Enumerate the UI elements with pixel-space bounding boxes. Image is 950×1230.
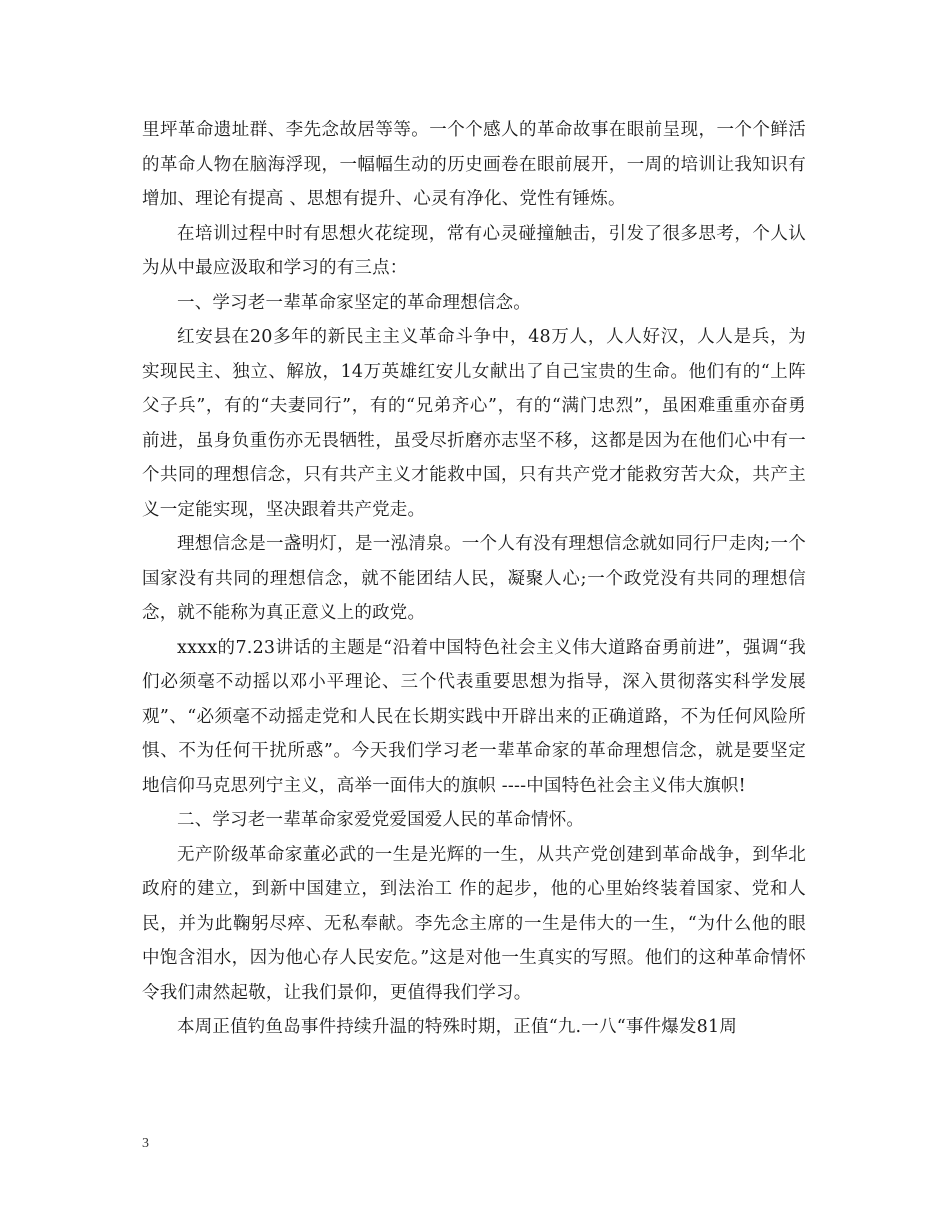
paragraph: xxxx的7.23讲话的主题是“沿着中国特色社会主义伟大道路奋勇前进”，强调“我们必须毫不动摇以邓小平理论、三个代表重要思想为指导，深入贯彻落实科学发展观”、“必须毫不动摇走党和人民在长期实践中开辟出来的正确道路，不为任何风险所惧、不为任何干扰所惑”。今天我们学习老一辈革命家的革命理想信念，就是要坚定地信仰马克思列宁主义，高举一面伟大的旗帜 ----中国特色社会主义伟大旗帜! [142,637,806,796]
paragraph: 本周正值钓鱼岛事件持续升温的特殊时期，正值“九.一八“事件爆发81周 [177,1017,738,1037]
paragraph: 在培训过程中时有思想火花绽现，常有心灵碰撞触击，引发了很多思考，个人认为从中最应汲取和学习的有三点： [142,223,806,278]
document-body [142,113,806,1045]
section-heading: 二、学习老一辈革命家爱党爱国爱人民的革命情怀。 [177,810,585,830]
paragraph: 无产阶级革命家董必武的一生是光辉的一生，从共产党创建到革命战争，到华北政府的建立，到新中国建立，到法治工 作的起步，他的心里始终装着国家、党和人民，并为此鞠躬尽瘁、无私奉献。李先念主席的一生是伟大的一生，“为什么他的眼中饱含泪水，因为他心存人民安危。”这是对他一生真实的写照。他们的这种革命情怀令我们肃然起敬，让我们景仰，更值得我们学习。 [142,844,806,1003]
paragraph: 红安县在20多年的新民主主义革命斗争中，48万人，人人好汉，人人是兵，为实现民主、独立、解放，14万英雄红安儿女献出了自己宝贵的生命。他们有的“上阵父子兵”，有的“夫妻同行”，有的“兄弟齐心”，有的“满门忠烈”，虽困难重重亦奋勇前进，虽身负重伤亦无畏牺牲，虽受尽折磨亦志坚不移，这都是因为在他们心中有一个共同的理想信念，只有共产主义才能救中国，只有共产党才能救穷苦大众，共产主义一定能实现，坚决跟着共产党走。 [142,327,806,520]
paragraph: 理想信念是一盏明灯，是一泓清泉。一个人有没有理想信念就如同行尸走肉;一个国家没有共同的理想信念，就不能团结人民，凝聚人心;一个政党没有共同的理想信念，就不能称为真正意义上的政党。 [142,534,806,623]
section-heading: 一、学习老一辈革命家坚定的革命理想信念。 [177,292,531,313]
paragraph: 里坪革命遗址群、李先念故居等等。一个个感人的革命故事在眼前呈现，一个个鲜活的革命人物在脑海浮现，一幅幅生动的历史画卷在眼前展开，一周的培训让我知识有增加、理论有提高 、思想有提升、心灵有净化、党性有锤炼。 [142,120,806,209]
page-number: 3 [142,1136,149,1151]
